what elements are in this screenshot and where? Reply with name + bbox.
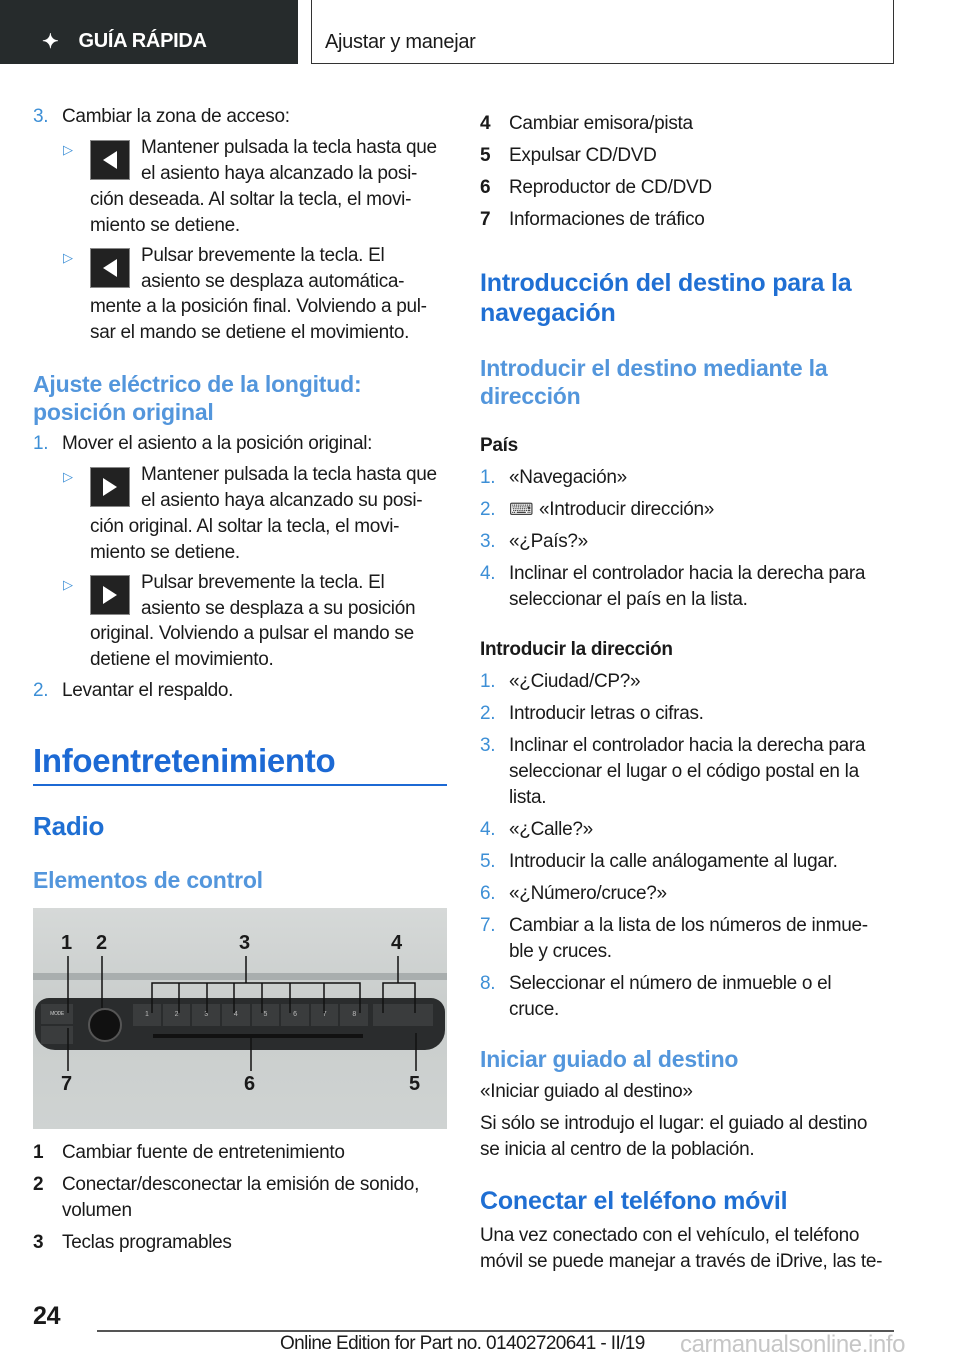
section-tab[interactable] <box>0 0 298 64</box>
line: Pulsar brevemente la tecla. El <box>141 572 385 593</box>
step-3 <box>33 104 290 130</box>
chapter-title: Ajustar y manejar <box>325 31 476 53</box>
step-number: 2. <box>33 680 49 701</box>
callout-7: 7 <box>61 1073 72 1095</box>
step-text: Cambiar a la lista de los números de inmue- <box>509 915 868 936</box>
step <box>480 733 900 811</box>
sub-step-text <box>141 243 404 295</box>
legend-number: 5 <box>480 145 491 166</box>
sub-step-text <box>141 135 437 187</box>
legend-number: 1 <box>33 1142 44 1163</box>
legend-text: volumen <box>62 1200 132 1221</box>
heading-address-destination <box>480 354 827 410</box>
legend-text: Cambiar emisora/pista <box>509 113 693 134</box>
line: se inicia al centro de la población. <box>480 1139 755 1160</box>
callout-5: 5 <box>409 1073 420 1095</box>
legend-number: 2 <box>33 1174 44 1195</box>
line: móvil se puede manejar a través de iDrive, las te- <box>480 1251 883 1272</box>
step-number: 3. <box>480 735 496 756</box>
step-text: seleccionar el país en la lista. <box>509 589 748 610</box>
preset-button: 5 <box>252 1004 280 1026</box>
preset-button: 7 <box>311 1004 339 1026</box>
step <box>480 561 900 613</box>
line: Ajuste eléctrico de la longitud: <box>33 371 362 397</box>
legend-text: Expulsar CD/DVD <box>509 145 657 166</box>
guidance-text <box>480 1079 867 1163</box>
step-text: Mover el asiento a la posición original: <box>62 433 373 454</box>
legend-text: Informaciones de tráfico <box>509 209 705 230</box>
section-title: GUÍA RÁPIDA <box>78 29 207 52</box>
radio-control-panel-figure <box>33 908 447 1129</box>
preset-button: 4 <box>222 1004 250 1026</box>
line: el asiento haya alcanzado su posi- <box>141 490 423 511</box>
legend-number: 4 <box>480 113 491 134</box>
watermark: carmanualsonline.info <box>680 1331 906 1358</box>
legend-text: Reproductor de CD/DVD <box>509 177 712 198</box>
step-text: Inclinar el controlador hacia la derecha para <box>509 563 866 584</box>
line: Introducción del destino para la <box>480 269 852 297</box>
heading-start-guidance: Iniciar guiado al destino <box>480 1046 739 1072</box>
sub-step-text <box>141 570 415 622</box>
line: mente a la posición final. Volviendo a pul- <box>90 296 427 317</box>
step-2 <box>33 678 233 704</box>
step-text: Inclinar el controlador hacia la derecha para <box>509 735 866 756</box>
step-number: 6. <box>480 883 496 904</box>
step-text: Seleccionar el número de inmueble o el <box>509 973 832 994</box>
legend-number: 7 <box>480 209 491 230</box>
legend-item <box>480 207 712 233</box>
preset-button: 8 <box>340 1004 368 1026</box>
heading-controls: Elementos de control <box>33 867 263 893</box>
address-entry-icon: ⌨ <box>509 500 534 519</box>
step-text: «¿Número/cruce?» <box>509 883 667 904</box>
line: ción deseada. Al soltar la tecla, el movi- <box>90 189 412 210</box>
heading-length-original <box>33 370 361 426</box>
legend-item <box>33 1230 453 1256</box>
seat-forward-button-icon <box>90 467 130 507</box>
line: Mantener pulsada la tecla hasta que <box>141 464 437 485</box>
step <box>480 913 900 965</box>
step-number: 3. <box>33 106 49 127</box>
page-number: 24 <box>33 1302 61 1330</box>
step-number: 1. <box>480 671 496 692</box>
phone-text <box>480 1223 882 1275</box>
step-text: cruce. <box>509 999 559 1020</box>
paragraph: «Iniciar guiado al destino» <box>480 1081 693 1102</box>
step-text: Levantar el respaldo. <box>62 680 234 701</box>
line: miento se detiene. <box>90 542 240 563</box>
callout-2: 2 <box>96 932 107 954</box>
step-number: 4. <box>480 563 496 584</box>
address-steps <box>480 669 900 1023</box>
legend-item <box>33 1172 453 1224</box>
line: Introducir el destino mediante la <box>480 355 828 381</box>
step-number: 2. <box>480 499 496 520</box>
step <box>480 701 900 727</box>
preset-button: 6 <box>281 1004 309 1026</box>
legend-item <box>33 1140 453 1166</box>
step-number: 4. <box>480 819 496 840</box>
edition-text: Online Edition for Part no. 01402720641 - II/19 <box>280 1333 645 1354</box>
legend-item <box>480 143 712 169</box>
line: asiento se desplaza a su posición <box>141 598 416 619</box>
step-number: 1. <box>33 433 49 454</box>
line: posición original <box>33 399 214 425</box>
step-text: «¿País?» <box>509 531 588 552</box>
step-text: «Navegación» <box>509 467 627 488</box>
country-label: País <box>480 435 518 456</box>
country-steps <box>480 465 900 613</box>
step-text: Introducir la calle análogamente al lugar. <box>509 851 838 872</box>
step <box>480 669 900 695</box>
preset-button: 2 <box>163 1004 191 1026</box>
bullet-triangle-icon: ▷ <box>63 469 73 484</box>
step-number: 1. <box>480 467 496 488</box>
step-text: lista. <box>509 787 547 808</box>
step-number: 7. <box>480 915 496 936</box>
step-number: 3. <box>480 531 496 552</box>
sub-step-text <box>90 621 414 673</box>
bullet-triangle-icon: ▷ <box>63 142 73 157</box>
step-number: 8. <box>480 973 496 994</box>
line: original. Volviendo a pulsar el mando se <box>90 623 414 644</box>
line: dirección <box>480 383 581 409</box>
callout-6: 6 <box>244 1073 255 1095</box>
heading-radio: Radio <box>33 811 105 841</box>
callout-1: 1 <box>61 932 72 954</box>
step <box>480 465 900 491</box>
heading-infoentretenimiento: Infoentretenimiento <box>33 742 336 779</box>
seat-forward-button-icon <box>90 575 130 615</box>
step-text: «Introducir dirección» <box>539 499 715 520</box>
step-text: seleccionar el lugar o el código postal en la <box>509 761 859 782</box>
legend-number: 3 <box>33 1232 44 1253</box>
line: asiento se desplaza automática- <box>141 271 405 292</box>
legend-number: 6 <box>480 177 491 198</box>
step <box>480 849 900 875</box>
address-label: Introducir la dirección <box>480 639 673 660</box>
step <box>480 881 900 907</box>
legend-text: Conectar/desconectar la emisión de sonido, <box>62 1174 420 1195</box>
line: ción original. Al soltar la tecla, el movi- <box>90 516 400 537</box>
step <box>480 971 900 1023</box>
step <box>480 529 900 555</box>
figure-legend-left <box>33 1140 453 1256</box>
sub-step-text <box>90 294 427 346</box>
line: detiene el movimiento. <box>90 649 274 670</box>
chapter-tab[interactable] <box>311 0 894 64</box>
mode-button: MODE <box>41 1004 73 1024</box>
heading-connect-phone: Conectar el teléfono móvil <box>480 1187 788 1215</box>
step <box>480 817 900 843</box>
seat-back-button-icon <box>90 248 130 288</box>
step-text: ble y cruces. <box>509 941 612 962</box>
line: el asiento haya alcanzado la posi- <box>141 163 418 184</box>
sub-step-text <box>90 187 411 239</box>
step-number: 5. <box>480 851 496 872</box>
figure-legend-right <box>480 111 712 233</box>
line: Si sólo se introdujo el lugar: el guiado al destino <box>480 1113 868 1134</box>
preset-button: 1 <box>133 1004 161 1026</box>
seat-back-button-icon <box>90 140 130 180</box>
bullet-triangle-icon: ▷ <box>63 577 73 592</box>
bullet-triangle-icon: ▷ <box>63 250 73 265</box>
line: Una vez conectado con el vehículo, el teléfono <box>480 1225 860 1246</box>
heading-navigation-destination <box>480 268 851 328</box>
sub-step-text <box>141 462 437 514</box>
legend-text: Teclas programables <box>62 1232 232 1253</box>
sub-step-text <box>90 514 399 566</box>
step-text: «¿Ciudad/CP?» <box>509 671 641 692</box>
callout-4: 4 <box>391 932 402 954</box>
line: miento se detiene. <box>90 215 240 236</box>
line: navegación <box>480 299 616 327</box>
preset-button: 3 <box>192 1004 220 1026</box>
heading-rule <box>33 784 447 786</box>
step <box>480 497 900 523</box>
legend-item <box>480 111 712 137</box>
step-text: «¿Calle?» <box>509 819 593 840</box>
legend-text: Cambiar fuente de entretenimiento <box>62 1142 345 1163</box>
pin-icon: ✦ <box>42 30 59 53</box>
step-number: 2. <box>480 703 496 724</box>
line: sar el mando se detiene el movimiento. <box>90 322 410 343</box>
callout-3: 3 <box>239 932 250 954</box>
step-text: Introducir letras o cifras. <box>509 703 704 724</box>
step-1 <box>33 431 372 457</box>
line: Mantener pulsada la tecla hasta que <box>141 137 437 158</box>
legend-item <box>480 175 712 201</box>
line: Pulsar brevemente la tecla. El <box>141 245 385 266</box>
step-text: Cambiar la zona de acceso: <box>62 106 290 127</box>
